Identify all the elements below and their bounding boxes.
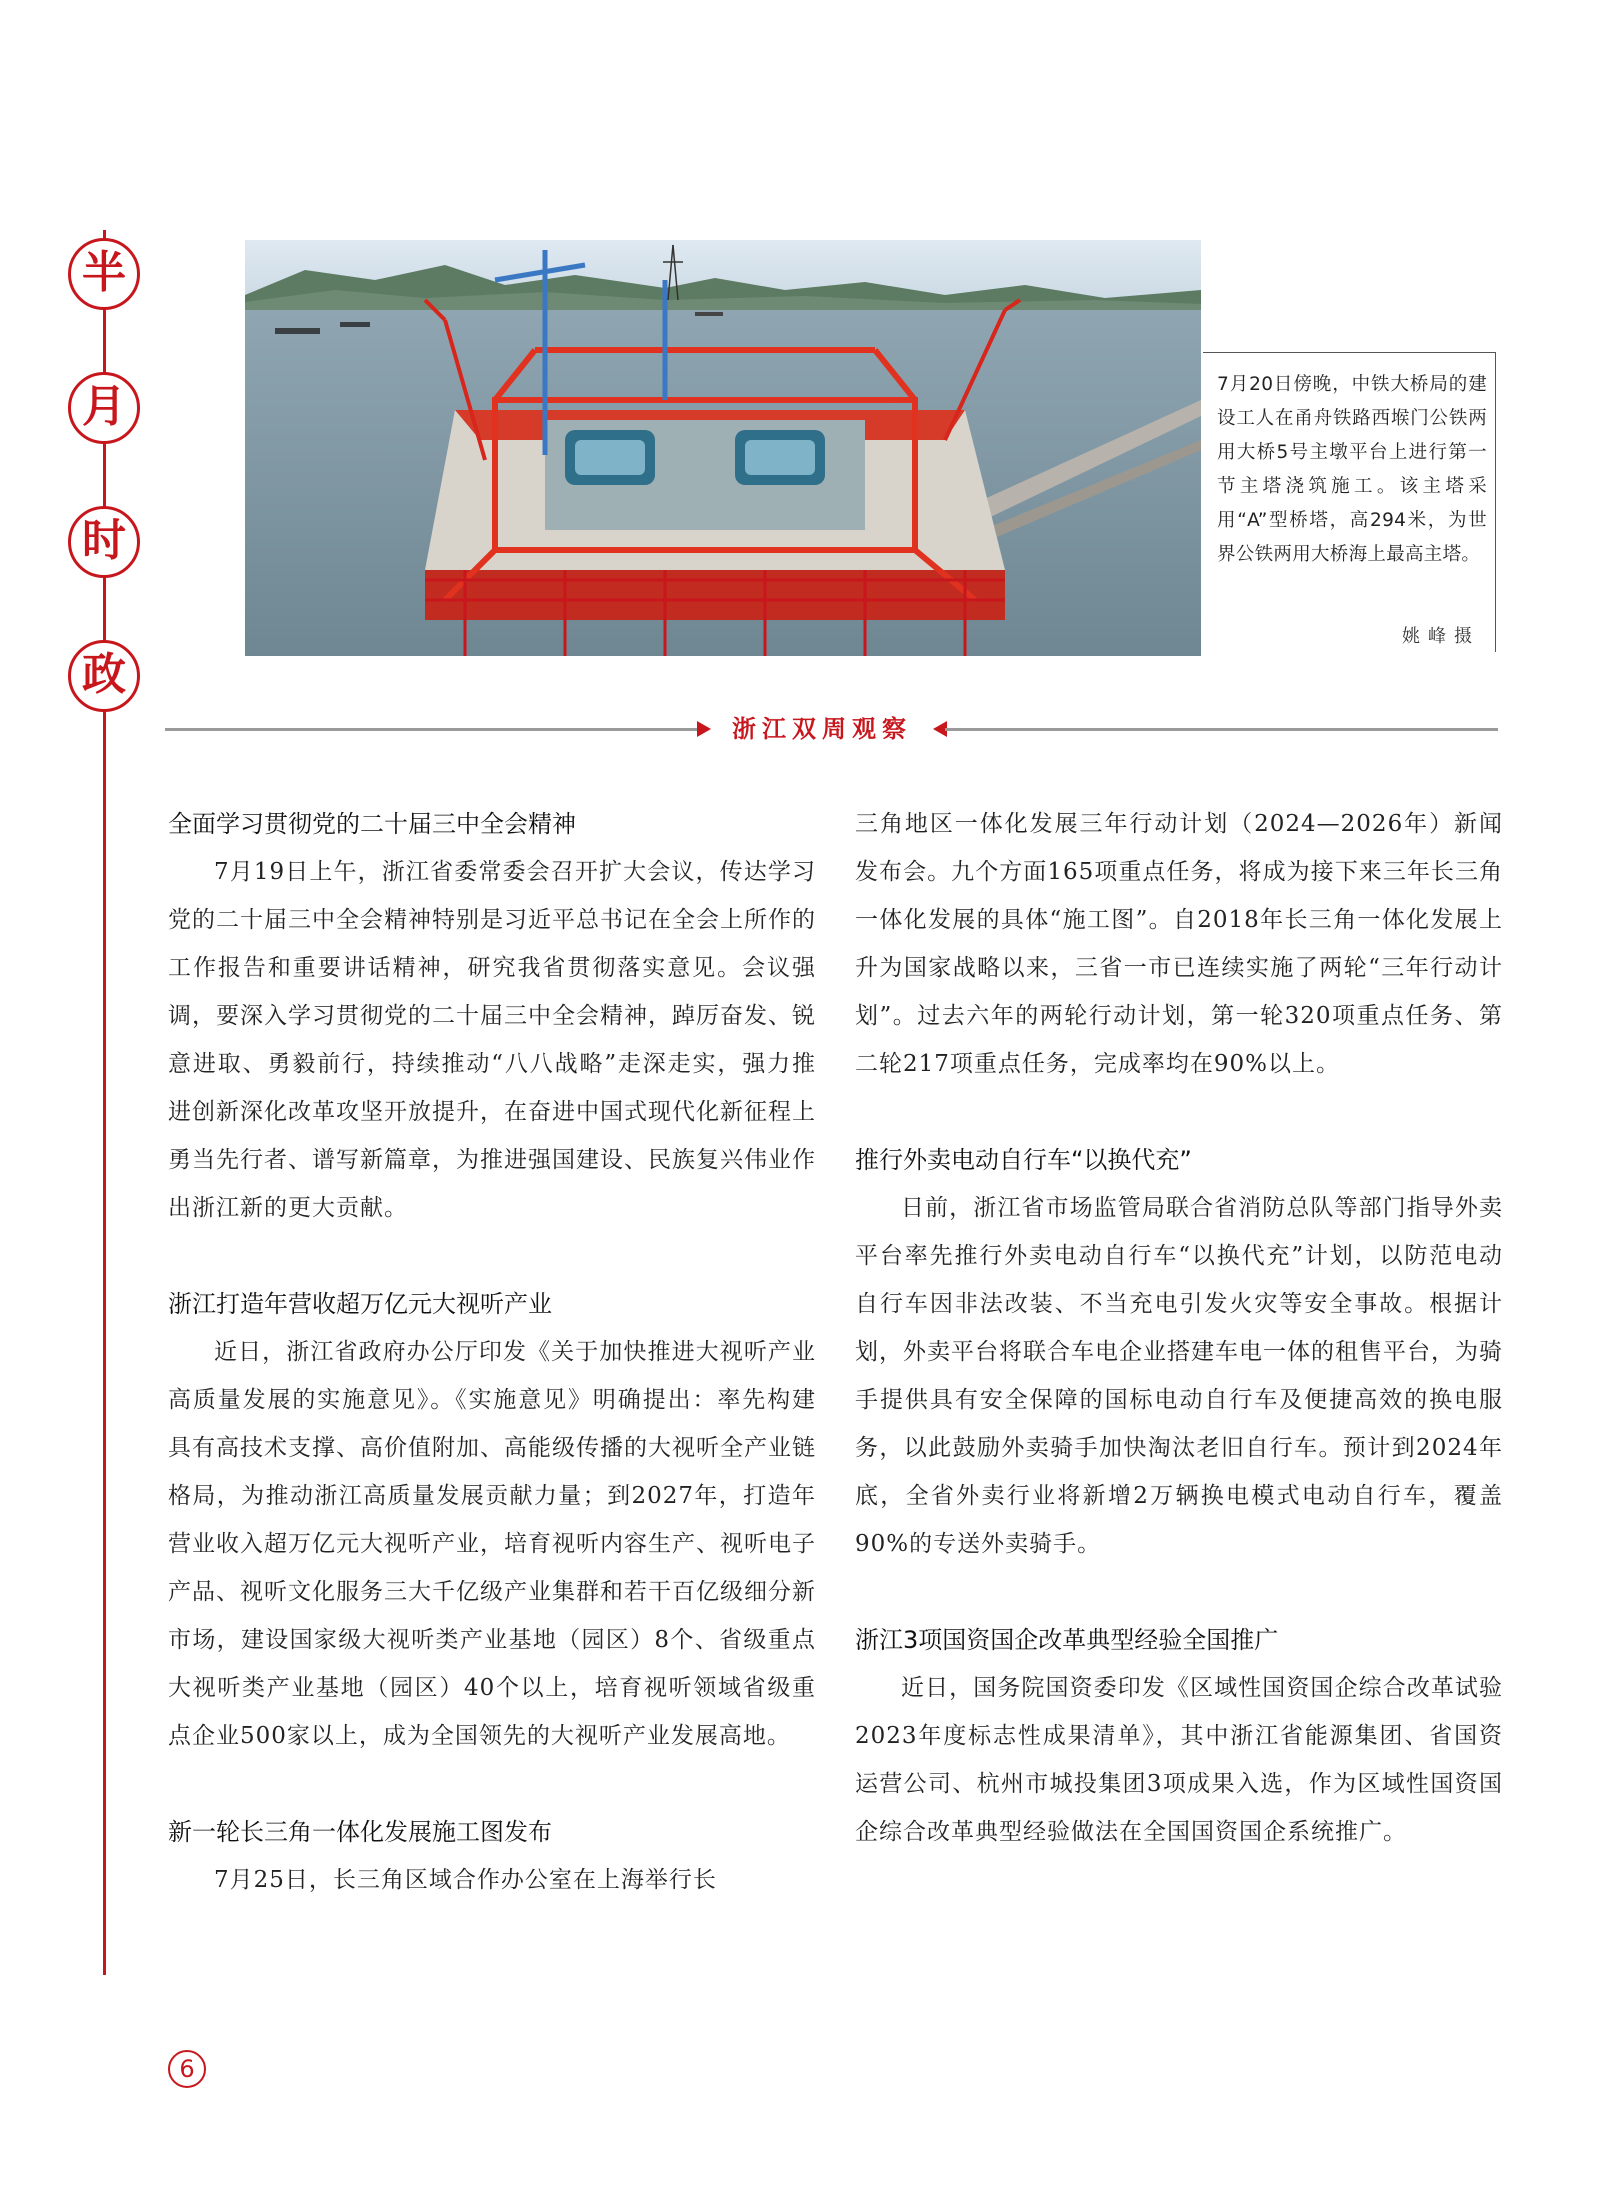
banner-rule-left <box>165 728 699 731</box>
sidebar-char-1: 半 <box>68 238 140 310</box>
left-column <box>168 800 816 1904</box>
article-1-body: 7月19日上午，浙江省委常委会召开扩大会议，传达学习党的二十届三中全会精神特别是习近平总书记在全会上所作的工作报告和重要讲话精神，研究我省贯彻落实意见。会议强调，要深入学习贯彻党的二十届三中全会精神，踔厉奋发、锐意进取、勇毅前行，持续推动“八八战略”走深走实，强力推进创新深化改革攻坚开放提升，在奋进中国式现代化新征程上勇当先行者、谱写新篇章，为推进强国建设、民族复兴伟业作出浙江新的更大贡献。 <box>168 859 816 1221</box>
page-number: 6 <box>168 2050 206 2088</box>
article-2-title: 浙江打造年营收超万亿元大视听产业 <box>168 1290 552 1318</box>
bridge-construction-illustration <box>245 240 1201 656</box>
article-4-title: 推行外卖电动自行车“以换代充” <box>855 1146 1192 1174</box>
section-title: 浙江双周观察 <box>732 715 912 743</box>
sidebar-char-4: 政 <box>68 640 140 712</box>
article-3-title: 新一轮长三角一体化发展施工图发布 <box>168 1818 552 1846</box>
photo-caption: 7月20日傍晚，中铁大桥局的建设工人在甬舟铁路西堠门公铁两用大桥5号主墩平台上进行第一节主塔浇筑施工。该主塔采用“A”型桥塔，高294米，为世界公铁两用大桥海上最高主塔。 <box>1217 374 1487 565</box>
banner-triangle-left <box>697 721 711 737</box>
article-4-body: 日前，浙江省市场监管局联合省消防总队等部门指导外卖平台率先推行外卖电动自行车“以换代充”计划，以防范电动自行车因非法改装、不当充电引发火灾等安全事故。根据计划，外卖平台将联合车电企业搭建车电一体的租售平台，为骑手提供具有安全保障的国标电动自行车及便捷高效的换电服务，以此鼓励外卖骑手加快淘汰老旧自行车。预计到2024年底，全省外卖行业将新增2万辆换电模式电动自行车，覆盖90%的专送外卖骑手。 <box>855 1195 1503 1557</box>
sidebar-rule <box>103 230 106 1975</box>
right-column <box>855 800 1503 1856</box>
sidebar-char-3: 时 <box>68 506 140 578</box>
caption-rule-side <box>1495 352 1496 652</box>
caption-rule-top <box>1203 352 1496 353</box>
bridge-construction-photo <box>245 240 1201 656</box>
article-1-title: 全面学习贯彻党的二十届三中全会精神 <box>168 810 576 838</box>
article-5-body: 近日，国务院国资委印发《区域性国资国企综合改革试验2023年度标志性成果清单》，其中浙江省能源集团、省国资运营公司、杭州市城投集团3项成果入选，作为区域性国资国企综合改革典型经验做法在全国国资国企系统推广。 <box>855 1675 1503 1845</box>
banner-rule-right <box>945 728 1498 731</box>
article-3-body-start: 7月25日，长三角区域合作办公室在上海举行长 <box>214 1867 717 1893</box>
photo-credit: 姚峰摄 <box>1402 626 1480 647</box>
article-3-body-continued: 三角地区一体化发展三年行动计划（2024—2026年）新闻发布会。九个方面165项重点任务，将成为接下来三年长三角一体化发展的具体“施工图”。自2018年长三角一体化发展上升为国家战略以来，三省一市已连续实施了两轮“三年行动计划”。过去六年的两轮行动计划，第一轮320项重点任务、第二轮217项重点任务，完成率均在90%以上。 <box>855 811 1503 1077</box>
article-2-body: 近日，浙江省政府办公厅印发《关于加快推进大视听产业高质量发展的实施意见》。《实施意见》明确提出：率先构建具有高技术支撑、高价值附加、高能级传播的大视听全产业链格局，为推动浙江高质量发展贡献力量；到2027年，打造年营业收入超万亿元大视听产业，培育视听内容生产、视听电子产品、视听文化服务三大千亿级产业集群和若干百亿级细分新市场，建设国家级大视听类产业基地（园区）8个、省级重点大视听类产业基地（园区）40个以上，培育视听领域省级重点企业500家以上，成为全国领先的大视听产业发展高地。 <box>168 1339 816 1749</box>
sidebar-char-2: 月 <box>68 372 140 444</box>
article-5-title: 浙江3项国资国企改革典型经验全国推广 <box>855 1626 1279 1654</box>
